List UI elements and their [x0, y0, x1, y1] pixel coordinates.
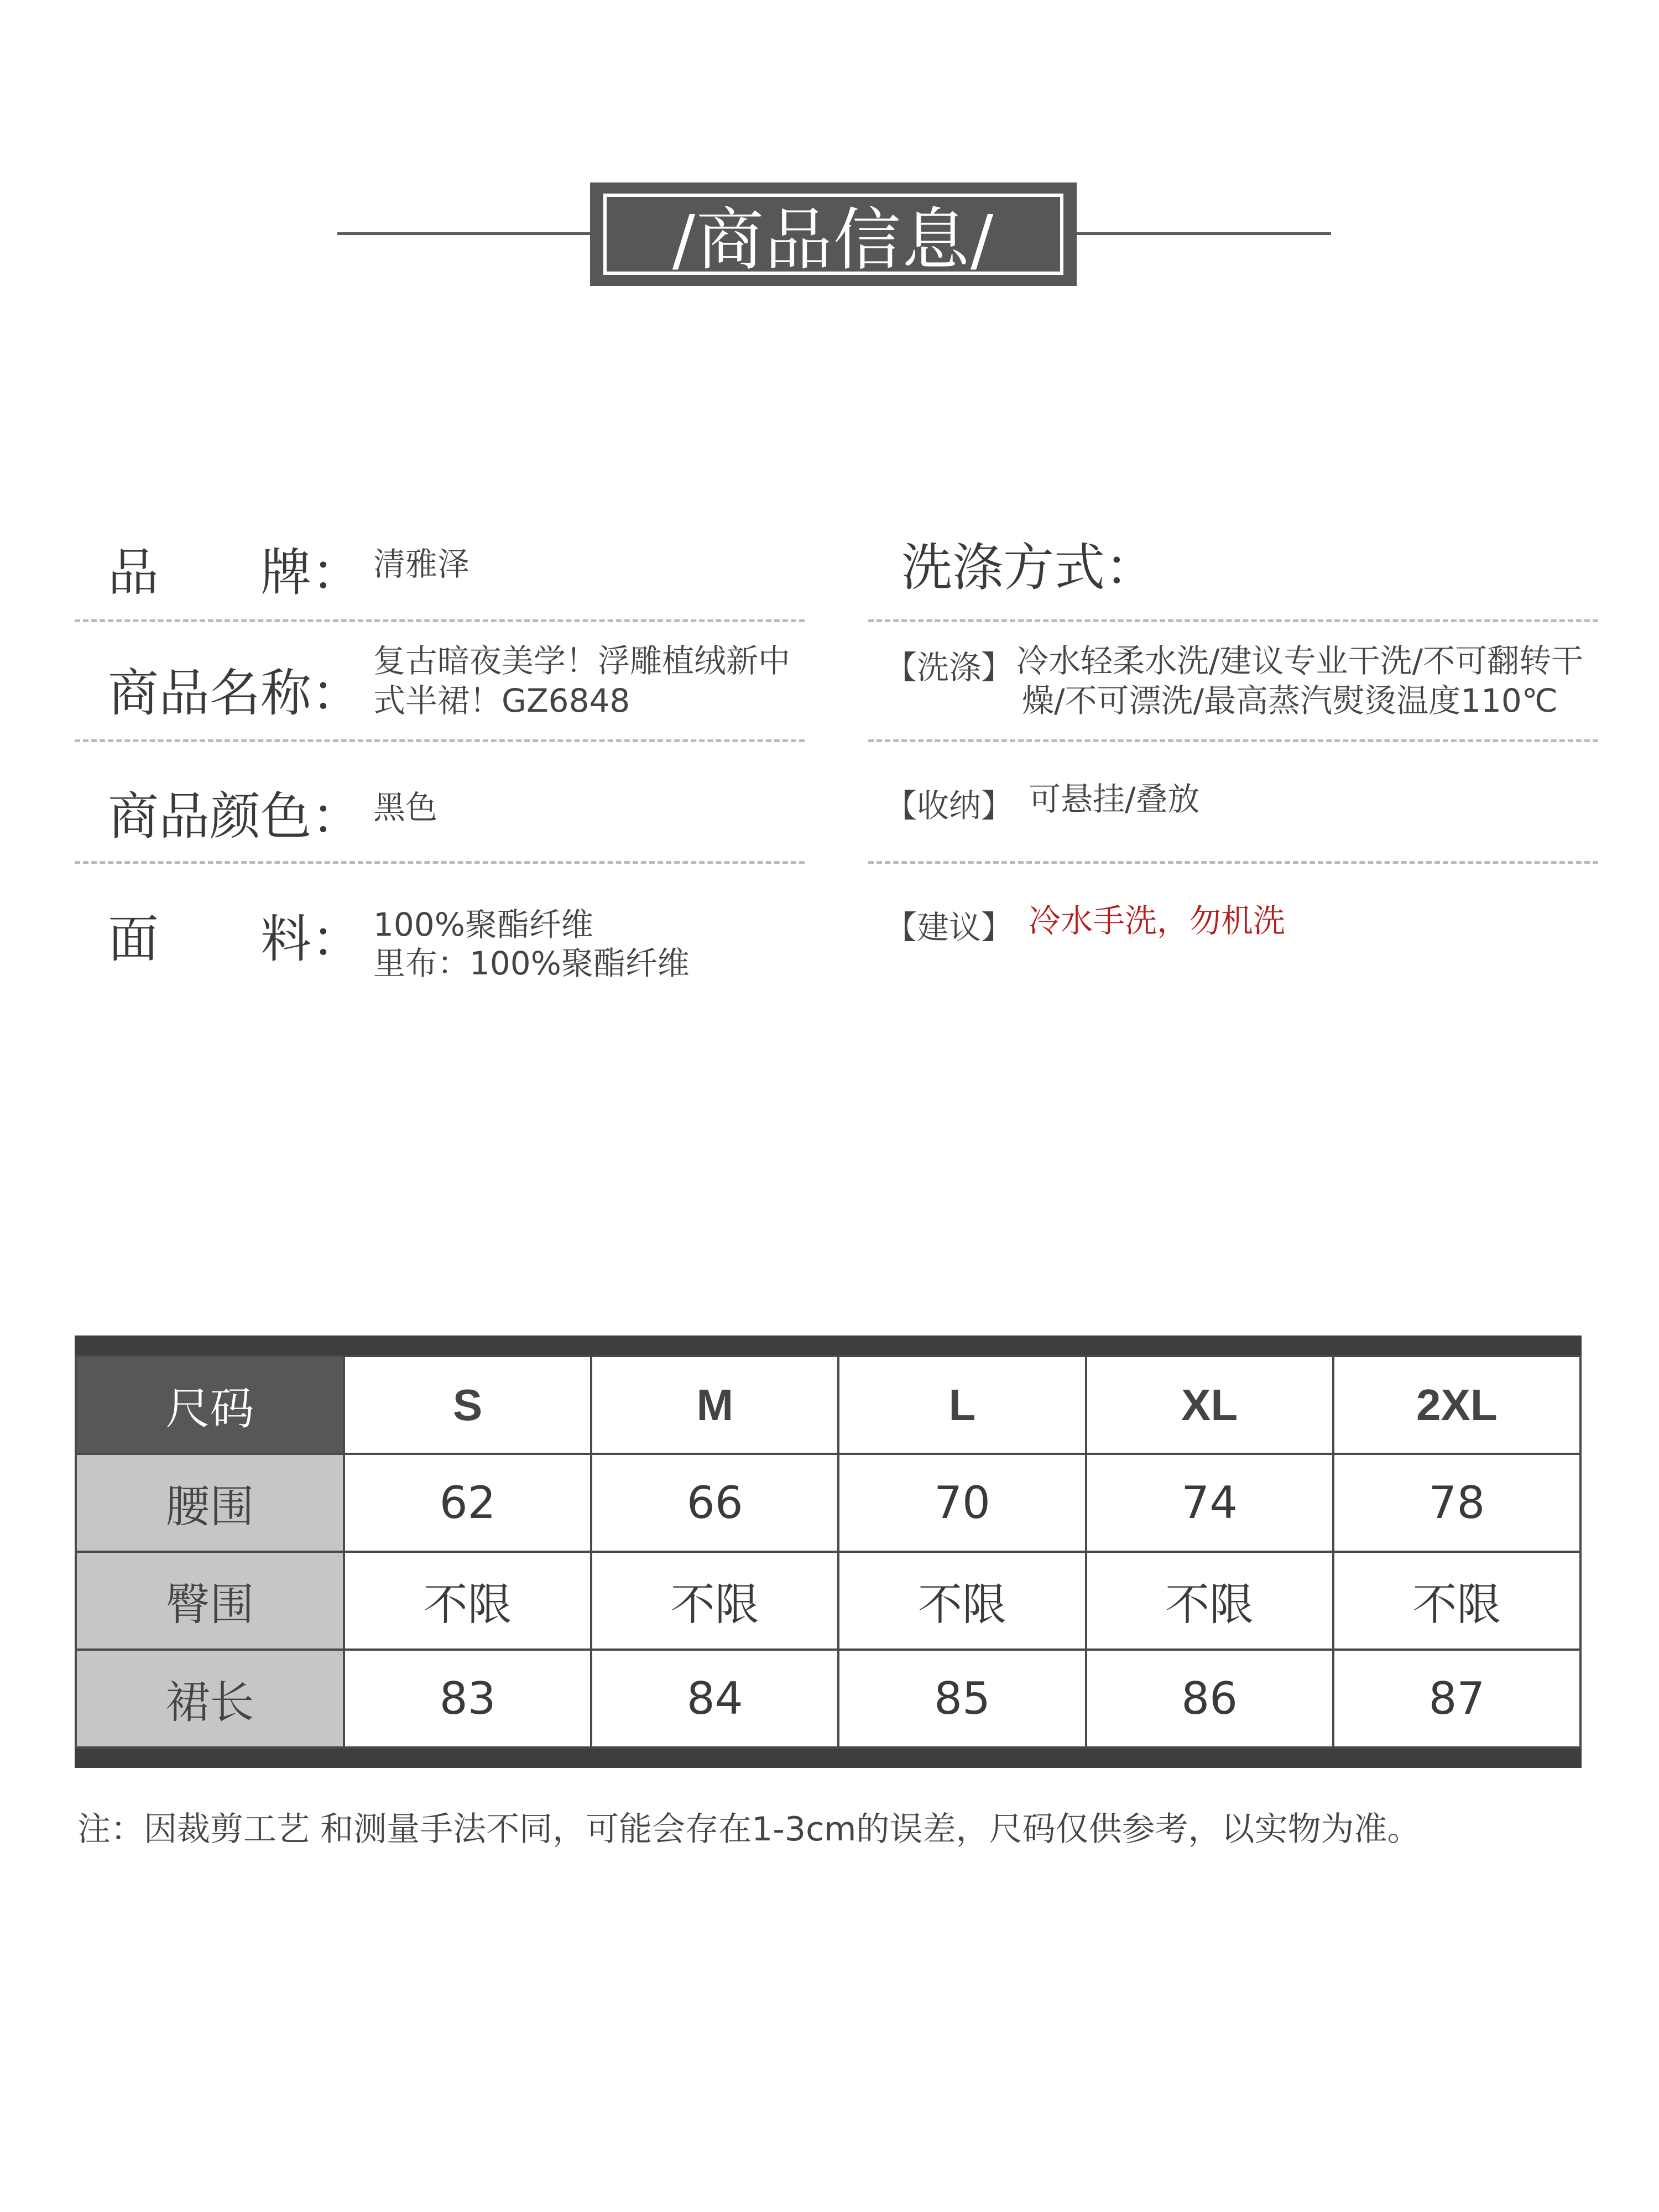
- fabric-value-line1: 100%聚酯纤维: [373, 906, 593, 943]
- advice-text: 冷水手洗，勿机洗: [1029, 902, 1286, 940]
- table-row: [76, 1552, 1580, 1650]
- table-header-row: [76, 1356, 1580, 1454]
- row-label-waist: 腰围: [76, 1454, 344, 1552]
- size-header-m: M: [591, 1356, 838, 1454]
- wash-text-line2: 燥/不可漂洗/最高蒸汽熨烫温度110℃: [1022, 682, 1558, 719]
- table-cell: 74: [1086, 1454, 1333, 1552]
- table-cell: 70: [838, 1454, 1086, 1552]
- fabric-value-line2: 里布：100%聚酯纤维: [373, 945, 690, 982]
- product-name-label: 商品名称：: [108, 664, 363, 723]
- page-title: /商品信息/: [672, 201, 995, 279]
- storage-tag: 【收纳】: [885, 787, 1014, 825]
- table-cell: 83: [344, 1650, 591, 1747]
- divider: [75, 619, 805, 622]
- brand-value: 清雅泽: [373, 545, 470, 583]
- fabric-label: 面 料：: [108, 910, 363, 969]
- wash-text-line1: 冷水轻柔水洗/建议专业干洗/不可翻转干: [1016, 642, 1584, 680]
- table-cell: 66: [591, 1454, 838, 1552]
- divider: [868, 739, 1598, 742]
- section-banner: [590, 182, 1077, 286]
- row-label-length: 裙长: [76, 1650, 344, 1747]
- table-cell: 62: [344, 1454, 591, 1552]
- table-row: [76, 1454, 1580, 1552]
- product-name-value-line2: 式半裙！GZ6848: [373, 682, 630, 719]
- table-cell: 78: [1333, 1454, 1580, 1552]
- size-header-s: S: [344, 1356, 591, 1454]
- size-header-l: L: [838, 1356, 1086, 1454]
- table-cell: 不限: [838, 1552, 1086, 1650]
- banner-frame: [603, 194, 1063, 279]
- divider: [868, 619, 1598, 622]
- product-name-value-line1: 复古暗夜美学！浮雕植绒新中: [373, 642, 791, 680]
- divider: [75, 739, 805, 742]
- care-title: 洗涤方式：: [901, 538, 1156, 597]
- advice-tag: 【建议】: [885, 909, 1014, 946]
- divider: [75, 861, 805, 864]
- color-value: 黑色: [373, 789, 438, 826]
- table-cell: 不限: [591, 1552, 838, 1650]
- size-header-2xl: 2XL: [1333, 1356, 1580, 1454]
- divider: [868, 861, 1598, 864]
- table-cell: 87: [1333, 1650, 1580, 1747]
- brand-label: 品 牌：: [108, 543, 363, 602]
- size-header-xl: XL: [1086, 1356, 1333, 1454]
- table-cell: 不限: [344, 1552, 591, 1650]
- header-line-right: [1077, 232, 1331, 235]
- header-line-left: [337, 232, 590, 235]
- table-bottom-bar: [75, 1749, 1582, 1768]
- measurement-note: 注：因裁剪工艺 和测量手法不同，可能会存在1-3cm的误差，尺码仅供参考，以实物为准。: [77, 1810, 1421, 1849]
- wash-tag: 【洗涤】: [885, 649, 1014, 686]
- table-row: [76, 1650, 1580, 1747]
- row-label-hip: 臀围: [76, 1552, 344, 1650]
- table-cell: 不限: [1333, 1552, 1580, 1650]
- table-cell: 85: [838, 1650, 1086, 1747]
- storage-text: 可悬挂/叠放: [1029, 780, 1200, 818]
- table-top-bar: [75, 1335, 1582, 1355]
- table-cell: 86: [1086, 1650, 1333, 1747]
- table-cell: 不限: [1086, 1552, 1333, 1650]
- table-cell: 84: [591, 1650, 838, 1747]
- size-table: [75, 1355, 1582, 1749]
- size-corner-cell: 尺码: [76, 1356, 344, 1454]
- color-label: 商品颜色：: [108, 787, 363, 846]
